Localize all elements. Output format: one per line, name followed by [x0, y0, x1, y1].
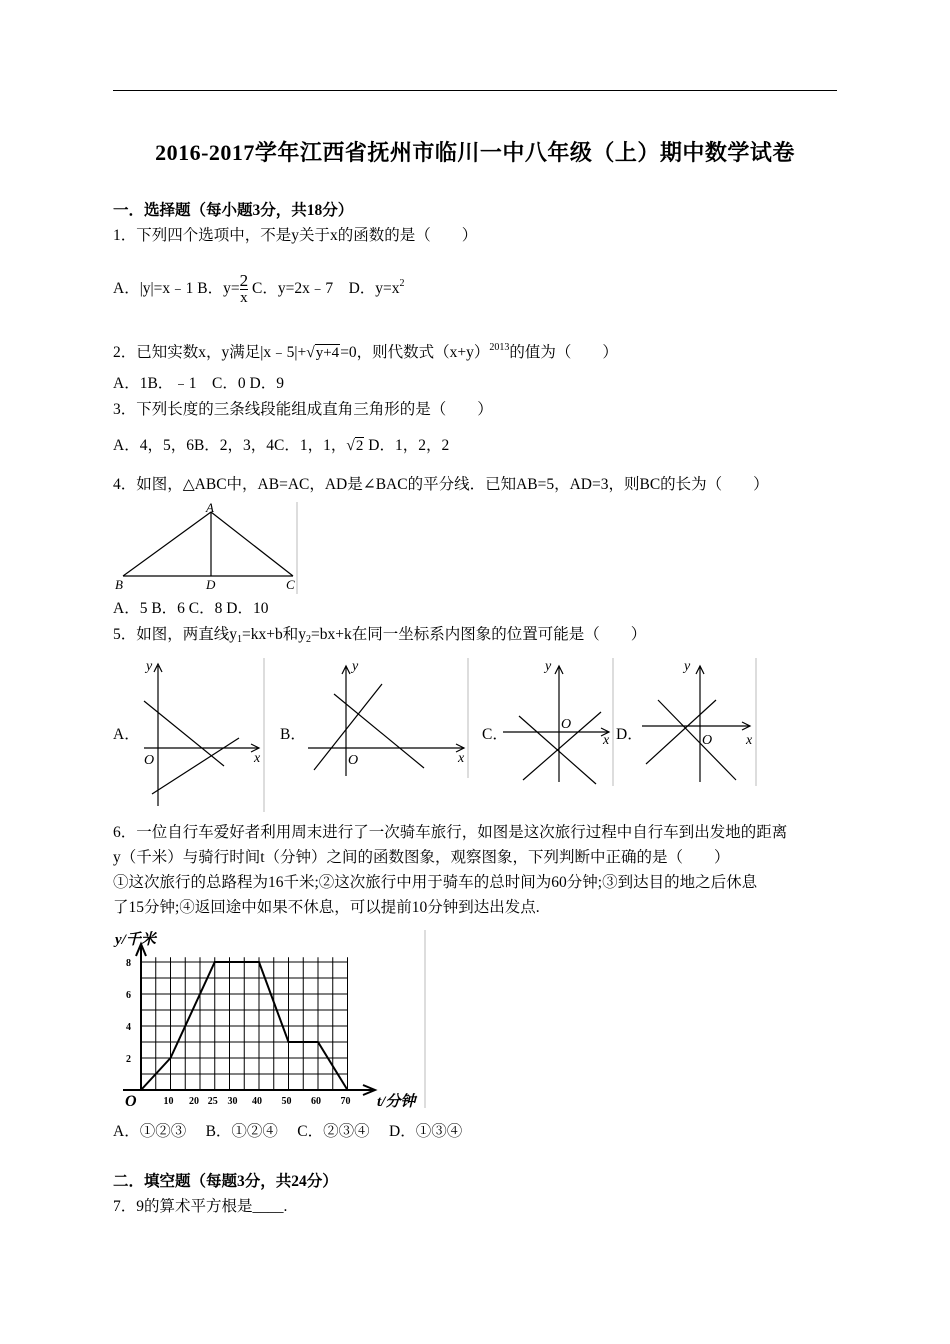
y-label: y: [352, 659, 359, 674]
q5-graph-d: [640, 656, 758, 788]
q2-exp: 2013: [489, 342, 510, 353]
q3-sqrt-body: 2: [355, 438, 364, 454]
q5-graph-a: [134, 656, 266, 814]
q7-stem: 7．9的算术平方根是____.: [113, 1198, 288, 1215]
q1-options: [113, 264, 405, 308]
side-ac: [211, 512, 293, 576]
q3-opts-pre: A．4，5，6B．2，3，4C．1，1，: [113, 437, 347, 454]
x-tick-label: 20: [189, 1096, 199, 1107]
x-tick-label: 25: [207, 1096, 218, 1107]
q5-label-b: B．: [280, 726, 306, 743]
q1-fraction: [239, 270, 249, 306]
y-label: y: [545, 659, 552, 674]
y-tick-label: 4: [126, 1022, 131, 1033]
q1-opt-a: A．|y|=x﹣1 B．y=: [113, 280, 240, 297]
q5-post: =bx+k在同一坐标系内图象的位置可能是（ ）: [311, 626, 647, 643]
q3-sqrt: √2: [346, 437, 364, 454]
label-c: C: [286, 577, 295, 592]
x-label: x: [254, 751, 261, 766]
y-tick-label: 8: [126, 958, 131, 969]
chart-ticks: [126, 958, 351, 1107]
label-b: B: [115, 577, 123, 592]
q2-stem: [113, 338, 618, 363]
q6-line2: y（千米）与骑行时间t（分钟）之间的函数图象，观察图象，下列判断中正确的是（ ）: [113, 849, 730, 866]
q4-triangle-figure: [113, 500, 299, 596]
chart-ylabel: y/千米: [115, 932, 156, 948]
q2-options: A．1B．﹣1 C．0 D．9: [113, 375, 284, 392]
q2-sqrt-body: y+4: [315, 345, 340, 361]
q5-sub1: 1: [237, 634, 243, 645]
label-d: D: [206, 577, 216, 592]
origin-label: O: [702, 733, 713, 748]
origin-label: O: [561, 717, 572, 732]
section2-heading: 二．填空题（每题3分，共24分）: [113, 1173, 338, 1190]
q5-label-a: A．: [113, 726, 140, 743]
q3-opts-post: D．1，2，2: [364, 437, 450, 454]
x-label: x: [603, 733, 610, 748]
line-y2: [658, 700, 736, 780]
q2-sqrt: √y+4: [306, 344, 340, 361]
chart-grid: [141, 957, 348, 1090]
x-tick-label: 50: [281, 1096, 292, 1107]
q6-distance-time-chart: [113, 928, 427, 1110]
page-title: 2016-2017学年江西省抚州市临川一中八年级（上）期中数学试卷: [155, 140, 795, 165]
q5-pre: 5．如图，两直线y: [113, 626, 238, 643]
chart-origin: O: [125, 1093, 137, 1110]
q2-tail: 的值为（ ）: [509, 344, 618, 361]
x-tick-label: 10: [163, 1096, 174, 1107]
q5-graph-c: [501, 656, 615, 788]
q3-options: [113, 436, 449, 456]
q2-post: =0，则代数式（x+y）: [340, 344, 490, 361]
x-tick-label: 60: [311, 1096, 321, 1107]
chart-xlabel: t/分钟: [377, 1094, 416, 1110]
q6-line4: 了15分钟;④返回途中如果不休息，可以提前10分钟到达出发点.: [113, 899, 540, 916]
x-tick-label: 30: [227, 1096, 238, 1107]
y-label: y: [684, 659, 691, 674]
q5-stem: [113, 625, 646, 650]
q3-stem: 3．下列长度的三条线段能组成直角三角形的是（ ）: [113, 401, 493, 418]
q1-frac-den: x: [240, 289, 248, 306]
q6-line3: ①这次旅行的总路程为16千米;②这次旅行中用于骑车的总时间为60分钟;③到达目的地之后休息: [113, 874, 758, 891]
q4-options: A．5 B．6 C．8 D．10: [113, 600, 269, 617]
q5-graph-b: [302, 656, 470, 780]
line-y2: [152, 738, 239, 794]
q5-sub2: 2: [306, 634, 311, 645]
q2-pre: 2．已知实数x，y满足|x﹣5|+: [113, 344, 307, 361]
x-label: x: [458, 751, 465, 766]
y-label: y: [146, 659, 153, 674]
x-tick-label: 70: [340, 1096, 351, 1107]
y-tick-label: 2: [126, 1054, 131, 1065]
y-tick-label: 6: [126, 990, 131, 1001]
origin-label: O: [348, 753, 359, 768]
top-rule: [113, 90, 837, 91]
section1-heading: 一．选择题（每小题3分，共18分）: [113, 202, 354, 219]
q5-label-d: D．: [616, 726, 643, 743]
line-y1: [646, 700, 716, 764]
q1-stem: 1．下列四个选项中，不是y关于x的函数的是（ ）: [113, 227, 478, 244]
label-a: A: [206, 500, 214, 515]
q5-mid: =kx+b和y: [242, 626, 306, 643]
x-tick-label: 40: [252, 1096, 262, 1107]
q4-stem: 4．如图，△ABC中，AB=AC，AD是∠BAC的平分线．已知AB=5，AD=3，则BC的长为（ ）: [113, 476, 769, 493]
q6-line1: 6．一位自行车爱好者利用周末进行了一次骑车旅行，如图是这次旅行过程中自行车到出发地的距离: [113, 824, 788, 841]
origin-label: O: [144, 753, 155, 768]
q5-label-c: C．: [482, 726, 508, 743]
q1-opt-c: C．y=2x﹣7 D．y=x: [248, 280, 400, 297]
side-ab: [123, 512, 211, 576]
x-label: x: [746, 733, 753, 748]
line-y1: [144, 701, 224, 766]
q6-options: A．①②③ B．①②④ C．②③④ D．①③④: [113, 1123, 463, 1140]
q1-frac-num: 2: [239, 270, 249, 290]
q1-exp: 2: [399, 278, 405, 289]
